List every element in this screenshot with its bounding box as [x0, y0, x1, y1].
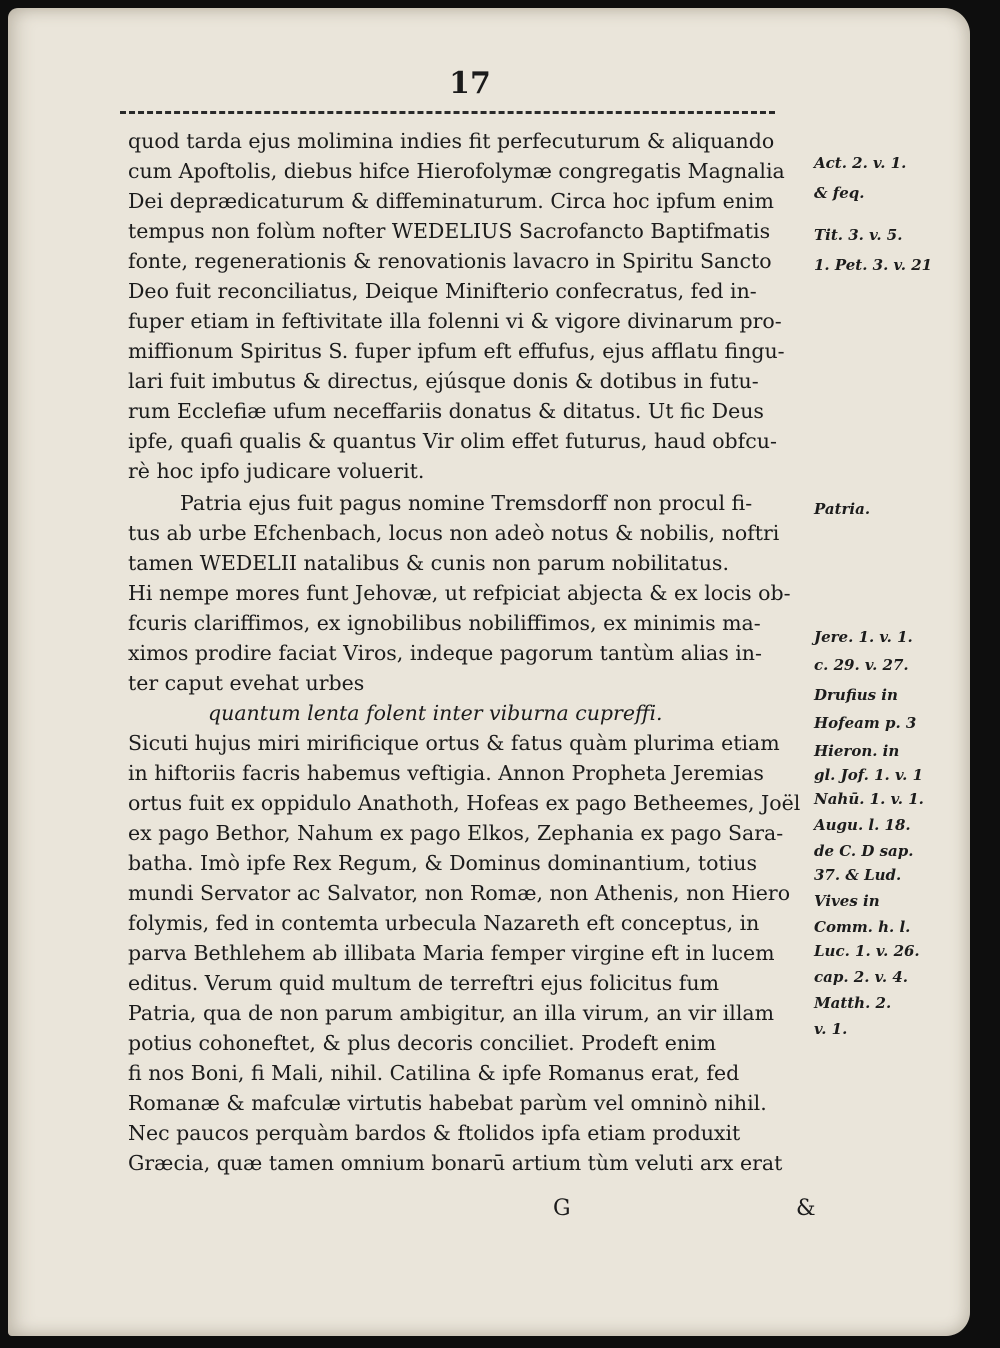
margin-note: c. 29. v. 27. — [814, 656, 909, 674]
margin-note: Nahū. 1. v. 1. — [814, 790, 924, 808]
text-line: parva Bethlehem ab illibata Maria femper virgine eft in lucem — [128, 941, 775, 965]
text-line: Græcia, quæ tamen omnium bonarū artium tùm veluti arx erat — [128, 1151, 783, 1175]
text-line: fi nos Boni, fi Mali, nihil. Catilina & ipfe Romanus erat, fed — [128, 1061, 740, 1085]
text-line: in hiftoriis facris habemus veftigia. Annon Propheta Jeremias — [128, 761, 764, 785]
text-line: ex pago Bethor, Nahum ex pago Elkos, Zephania ex pago Sara- — [128, 821, 784, 845]
text-line: Romanæ & mafculæ virtutis habebat parùm vel omninò nihil. — [128, 1091, 767, 1115]
text-line: Nec paucos perquàm bardos & ftolidos ipfa etiam produxit — [128, 1121, 741, 1145]
margin-note: Comm. h. l. — [814, 918, 911, 936]
margin-note: gl. Jof. 1. v. 1 — [814, 766, 924, 784]
text-line: quantum lenta folent inter viburna cupreffi. — [208, 701, 663, 725]
margin-note: Tit. 3. v. 5. — [814, 226, 903, 244]
margin-note: Augu. l. 18. — [814, 816, 911, 834]
text-line: fcuris clariffimos, ex ignobilibus nobiliffimos, ex minimis ma- — [128, 611, 761, 635]
text-line: lari fuit imbutus & directus, ejúsque donis & dotibus in futu- — [128, 369, 759, 393]
margin-note: 37. & Lud. — [814, 866, 902, 884]
margin-note: Drufius in — [814, 686, 898, 704]
margin-note: v. 1. — [814, 1020, 848, 1038]
header-rule — [120, 111, 775, 114]
text-line: ortus fuit ex oppidulo Anathoth, Hofeas ex pago Betheemes, Joël — [128, 791, 801, 815]
text-line: Patria ejus fuit pagus nomine Tremsdorff non procul fi- — [180, 491, 753, 515]
margin-note: 1. Pet. 3. v. 21 — [814, 256, 933, 274]
margin-note: Act. 2. v. 1. — [814, 154, 907, 172]
margin-note: Matth. 2. — [814, 994, 892, 1012]
text-line: Dei deprædicaturum & diffeminaturum. Circa hoc ipfum enim — [128, 189, 774, 213]
text-line: fonte, regenerationis & renovationis lavacro in Spiritu Sancto — [128, 249, 772, 273]
margin-note: de C. D sap. — [814, 842, 914, 860]
text-line: Sicuti hujus miri mirificique ortus & fatus quàm plurima etiam — [128, 731, 780, 755]
margin-note: Patria. — [814, 500, 871, 518]
margin-note: Luc. 1. v. 26. — [814, 942, 920, 960]
text-line: batha. Imò ipfe Rex Regum, & Dominus dominantium, totius — [128, 851, 757, 875]
text-line: tempus non folùm nofter WEDELIUS Sacrofancto Baptifmatis — [128, 219, 771, 243]
text-line: cum Apoftolis, diebus hifce Hierofolymæ congregatis Magnalia — [128, 159, 785, 183]
text-line: Hi nempe mores funt Jehovæ, ut refpiciat abjecta & ex locis ob- — [128, 581, 791, 605]
catchword: & — [796, 1196, 816, 1221]
text-line: fuper etiam in feftivitate illa folenni vi & vigore divinarum pro- — [128, 309, 782, 333]
signature-mark: G — [553, 1196, 571, 1221]
text-line: ximos prodire faciat Viros, indeque pagorum tantùm alias in- — [128, 641, 762, 665]
margin-note: Vives in — [814, 892, 880, 910]
page-number: 17 — [449, 66, 491, 101]
text-line: Patria, qua de non parum ambigitur, an illa virum, an vir illam — [128, 1001, 775, 1025]
text-line: mundi Servator ac Salvator, non Romæ, non Athenis, non Hiero — [128, 881, 791, 905]
text-line: editus. Verum quid multum de terreftri ejus folicitus fum — [128, 971, 720, 995]
margin-note: Hofeam p. 3 — [814, 714, 917, 732]
text-line: Deo fuit reconciliatus, Deique Minifterio confecratus, fed in- — [128, 279, 757, 303]
text-line: rè hoc ipfo judicare voluerit. — [128, 459, 425, 483]
margin-note: Hieron. in — [814, 742, 900, 760]
margin-note: cap. 2. v. 4. — [814, 968, 908, 986]
text-line: ter caput evehat urbes — [128, 671, 365, 695]
text-line: tus ab urbe Efchenbach, locus non adeò notus & nobilis, noftri — [128, 521, 780, 545]
text-line: rum Ecclefiæ ufum neceffariis donatus & ditatus. Ut fic Deus — [128, 399, 764, 423]
margin-note: Jere. 1. v. 1. — [814, 628, 913, 646]
text-line: quod tarda ejus molimina indies fit perfecuturum & aliquando — [128, 129, 775, 153]
text-line: ipfe, quafi qualis & quantus Vir olim effet futurus, haud obfcu- — [128, 429, 777, 453]
text-line: miffionum Spiritus S. fuper ipfum eft effufus, ejus afflatu fingu- — [128, 339, 785, 363]
text-line: potius cohoneftet, & plus decoris conciliet. Prodeft enim — [128, 1031, 717, 1055]
text-line: folymis, fed in contemta urbecula Nazareth eft conceptus, in — [128, 911, 760, 935]
book-page — [8, 8, 970, 1336]
text-line: tamen WEDELII natalibus & cunis non parum nobilitatus. — [128, 551, 729, 575]
margin-note: & feq. — [814, 184, 865, 202]
